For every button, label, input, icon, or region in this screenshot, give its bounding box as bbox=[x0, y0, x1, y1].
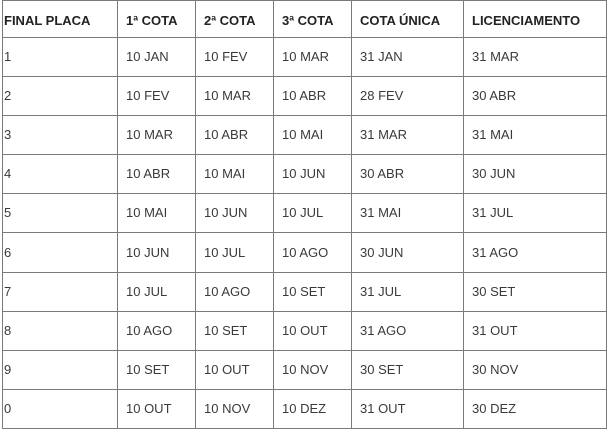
cell-3a-cota: 10 OUT bbox=[274, 311, 352, 350]
cell-3a-cota: 10 SET bbox=[274, 272, 352, 311]
table-row bbox=[3, 389, 607, 428]
cell-cota-unica: 31 JUL bbox=[352, 272, 464, 311]
cell-final-placa: 3 bbox=[3, 116, 118, 155]
table-row bbox=[3, 194, 607, 233]
cell-final-placa: 8 bbox=[3, 311, 118, 350]
header-1a-cota: 1ª COTA bbox=[118, 1, 196, 38]
cell-cota-unica: 31 MAR bbox=[352, 116, 464, 155]
cell-licenciamento: 31 OUT bbox=[464, 311, 607, 350]
cell-1a-cota: 10 JUL bbox=[118, 272, 196, 311]
cell-cota-unica: 31 JAN bbox=[352, 38, 464, 77]
cell-1a-cota: 10 JAN bbox=[118, 38, 196, 77]
cell-licenciamento: 30 NOV bbox=[464, 350, 607, 389]
cell-licenciamento: 30 SET bbox=[464, 272, 607, 311]
cell-final-placa: 2 bbox=[3, 77, 118, 116]
cell-1a-cota: 10 FEV bbox=[118, 77, 196, 116]
cell-cota-unica: 30 SET bbox=[352, 350, 464, 389]
cell-1a-cota: 10 MAR bbox=[118, 116, 196, 155]
cell-licenciamento: 31 AGO bbox=[464, 233, 607, 272]
cell-final-placa: 9 bbox=[3, 350, 118, 389]
cell-licenciamento: 30 DEZ bbox=[464, 389, 607, 428]
cell-3a-cota: 10 JUN bbox=[274, 155, 352, 194]
cell-licenciamento: 31 JUL bbox=[464, 194, 607, 233]
tax-schedule-table bbox=[2, 0, 607, 429]
header-final-placa: FINAL PLACA bbox=[3, 1, 118, 38]
table-row bbox=[3, 116, 607, 155]
cell-3a-cota: 10 JUL bbox=[274, 194, 352, 233]
cell-2a-cota: 10 FEV bbox=[196, 38, 274, 77]
cell-1a-cota: 10 JUN bbox=[118, 233, 196, 272]
cell-final-placa: 4 bbox=[3, 155, 118, 194]
cell-3a-cota: 10 MAI bbox=[274, 116, 352, 155]
table-row bbox=[3, 311, 607, 350]
table-row bbox=[3, 350, 607, 389]
cell-1a-cota: 10 AGO bbox=[118, 311, 196, 350]
cell-2a-cota: 10 MAR bbox=[196, 77, 274, 116]
cell-final-placa: 6 bbox=[3, 233, 118, 272]
cell-3a-cota: 10 NOV bbox=[274, 350, 352, 389]
cell-cota-unica: 30 ABR bbox=[352, 155, 464, 194]
cell-final-placa: 1 bbox=[3, 38, 118, 77]
cell-3a-cota: 10 DEZ bbox=[274, 389, 352, 428]
cell-final-placa: 5 bbox=[3, 194, 118, 233]
cell-1a-cota: 10 MAI bbox=[118, 194, 196, 233]
cell-2a-cota: 10 OUT bbox=[196, 350, 274, 389]
cell-licenciamento: 31 MAR bbox=[464, 38, 607, 77]
cell-3a-cota: 10 AGO bbox=[274, 233, 352, 272]
cell-2a-cota: 10 ABR bbox=[196, 116, 274, 155]
table-header-row bbox=[3, 1, 607, 38]
header-2a-cota: 2ª COTA bbox=[196, 1, 274, 38]
cell-cota-unica: 31 OUT bbox=[352, 389, 464, 428]
cell-licenciamento: 30 ABR bbox=[464, 77, 607, 116]
cell-2a-cota: 10 JUL bbox=[196, 233, 274, 272]
cell-2a-cota: 10 NOV bbox=[196, 389, 274, 428]
table-row bbox=[3, 233, 607, 272]
header-licenciamento: LICENCIAMENTO bbox=[464, 1, 607, 38]
cell-2a-cota: 10 SET bbox=[196, 311, 274, 350]
cell-1a-cota: 10 ABR bbox=[118, 155, 196, 194]
cell-1a-cota: 10 SET bbox=[118, 350, 196, 389]
header-3a-cota: 3ª COTA bbox=[274, 1, 352, 38]
cell-2a-cota: 10 AGO bbox=[196, 272, 274, 311]
cell-2a-cota: 10 MAI bbox=[196, 155, 274, 194]
table-container bbox=[2, 0, 606, 429]
table-row bbox=[3, 272, 607, 311]
cell-2a-cota: 10 JUN bbox=[196, 194, 274, 233]
cell-cota-unica: 30 JUN bbox=[352, 233, 464, 272]
cell-1a-cota: 10 OUT bbox=[118, 389, 196, 428]
table-row bbox=[3, 38, 607, 77]
table-row bbox=[3, 77, 607, 116]
cell-final-placa: 7 bbox=[3, 272, 118, 311]
cell-final-placa: 0 bbox=[3, 389, 118, 428]
cell-cota-unica: 28 FEV bbox=[352, 77, 464, 116]
cell-3a-cota: 10 ABR bbox=[274, 77, 352, 116]
header-cota-unica: COTA ÚNICA bbox=[352, 1, 464, 38]
cell-licenciamento: 30 JUN bbox=[464, 155, 607, 194]
cell-licenciamento: 31 MAI bbox=[464, 116, 607, 155]
cell-cota-unica: 31 MAI bbox=[352, 194, 464, 233]
cell-cota-unica: 31 AGO bbox=[352, 311, 464, 350]
table-row bbox=[3, 155, 607, 194]
cell-3a-cota: 10 MAR bbox=[274, 38, 352, 77]
